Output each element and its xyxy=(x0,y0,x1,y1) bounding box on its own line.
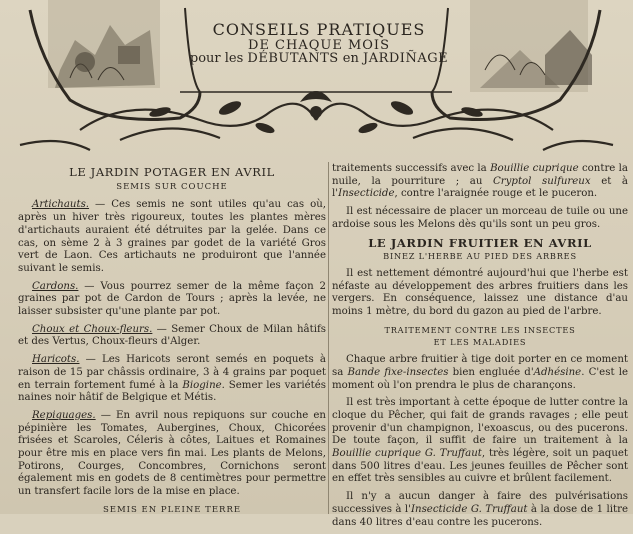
paragraph-text: bien engluée d' xyxy=(448,366,534,378)
paragraph-text: , très légère, soit un paquet dans 500 litres d'eau. Les jeunes feuilles de Pêcher sont en effet très sensibles au cuivre et brûlent facilement. xyxy=(332,448,629,485)
right-column xyxy=(332,163,628,534)
paragraph-text: , contre l'araignée rouge et le puceron. xyxy=(394,188,598,200)
title-line-3 xyxy=(188,52,450,66)
paragraph-text: Chaque arbre fruitier à tige doit porter en ce moment sa xyxy=(332,354,628,378)
paragraph-cardons xyxy=(18,281,326,319)
paragraph-text: . C'est le moment où l'on prendra le plus de charançons. xyxy=(332,366,628,391)
paragraph-continued xyxy=(332,163,628,201)
paragraph-text: à la dose de 1 litre dans 40 litres d'eau contre les pucerons. xyxy=(332,503,629,528)
paragraph-bande xyxy=(332,354,628,392)
paragraph-herbe: Il est nettement démontré aujourd'hui que l'herbe est néfaste au développement des arbres fruitiers dans les vergers. En conséquence, laissez une distance d'au moins 1 mètre, du bord du gazon au pied de l'arbre. xyxy=(332,267,628,318)
section-subheading-pleine-terre: SEMIS EN PLEINE TERRE xyxy=(102,504,242,515)
section-subheading: BINEZ L'HERBE AU PIED DES ARBRES xyxy=(383,251,577,262)
section-heading-potager: LE JARDIN POTAGER EN AVRIL xyxy=(69,165,275,179)
paragraph-lead: Haricots. xyxy=(32,354,80,366)
section-subheading-traitement: TRAITEMENT CONTRE LES INSECTES xyxy=(384,324,576,335)
left-column xyxy=(18,164,326,523)
paragraph-text: — Semer Choux de Milan hâtifs et des Vertus, Choux-fleurs d'Alger. xyxy=(18,323,326,348)
paragraph-text: — Ces semis ne sont utiles qu'au cas où, après un hiver très rigoureux, toutes les plantes mères d'artichauts auraient été détruites par la gelée. Dans ce cas, on sème 2 à 3 graines par godet de la variété Gros vert de Laon. Ces artichauts ne produiront que l'année suivant le semis. xyxy=(18,199,326,274)
product-name: Biogine xyxy=(182,379,222,391)
paragraph-haricots xyxy=(18,354,326,405)
title-word: DÉBUTANTS xyxy=(247,51,339,67)
section-heading-fruitier: LE JARDIN FRUITIER EN AVRIL xyxy=(368,235,592,250)
paragraph-lead: Artichauts. xyxy=(32,199,90,211)
product-name: Bouillie cuprique xyxy=(490,163,579,174)
paragraph-cloque xyxy=(332,397,628,486)
section-subheading-maladies: ET LES MALADIES xyxy=(433,337,527,348)
ornamental-header xyxy=(0,0,633,160)
paragraph-choux xyxy=(18,324,326,349)
paragraph-lead: Choux et Choux-fleurs. xyxy=(32,323,153,335)
paragraph-lead: Repiquages. xyxy=(32,409,96,421)
paragraph-text: contre la nuile, la pourriture ; au xyxy=(332,163,628,187)
paragraph-text: traitements successifs avec la xyxy=(332,163,491,174)
title-word: en xyxy=(338,51,363,67)
section-subheading: SEMIS SUR COUCHE xyxy=(116,181,228,192)
page-title xyxy=(188,22,450,84)
paragraph-text: — Les Haricots seront semés en poquets à raison de 15 par châssis ordinaire, 3 à 4 grains par poquet en terrain fortement fumé à la xyxy=(18,354,326,391)
paragraph-text: Il n'y a aucun danger à faire des pulvérisations successives à l' xyxy=(332,491,628,515)
column-divider xyxy=(328,162,329,514)
product-name: Insecticide xyxy=(338,188,395,200)
title-line-1: CONSEILS PRATIQUES xyxy=(212,20,426,39)
title-word: JARDIÑAGE xyxy=(363,51,449,67)
product-name: Bande fixe-insectes xyxy=(347,366,449,378)
product-name: Cryptol sulfureux xyxy=(493,175,591,187)
title-word: pour les xyxy=(189,51,248,67)
paragraph-melons: Il est nécessaire de placer un morceau de tuile ou une ardoise sous les Melons dès qu'ils sont un peu gros. xyxy=(332,206,628,230)
paragraph-text: — Vous pourrez semer de la même façon 2 graines par pot de Cardon de Tours ; après la levée, ne laisser subsister qu'une plante par pot. xyxy=(18,280,326,318)
product-name: Insecticide G. Truffaut xyxy=(410,503,528,515)
paragraph-text: Il est très important à cette époque de lutter contre la cloque du Pêcher, qui fait de grands ravages ; elle peut provenir d'un champignon, l'exoascus, ou des pucerons. De toute façon, il suffit de faire un traitement à la xyxy=(332,397,628,447)
paragraph-text: et à l' xyxy=(332,175,628,200)
title-line-2: DE CHAQUE MOIS xyxy=(248,37,390,53)
paragraph-repiquages xyxy=(18,410,326,499)
paragraph-lead: Cardons. xyxy=(32,280,79,292)
paragraph-text: — En avril nous repiquons sur couche en pépinière les Tomates, Aubergines, Choux, Chicorées frisées et Scaroles, Céleris à côtes, Laitues et Romaines pour être mis en place vers fin mai. Les plants de Melons, Potirons, Courges, Concombres, Cornichons seront également mis en godets de 8 centimètres pour permettre un transfert facile lors de la mise en place. xyxy=(18,409,326,498)
paragraph-text: . Semer les variétés naines noir hâtif de Belgique et Métis. xyxy=(18,379,327,404)
paragraph-pulverisations xyxy=(332,491,628,529)
product-name: Bouillie cuprique G. Truffaut xyxy=(332,448,482,460)
left-garden-vignette xyxy=(48,0,160,88)
product-name: Adhésine xyxy=(533,366,582,378)
paragraph-artichauts xyxy=(18,199,326,275)
